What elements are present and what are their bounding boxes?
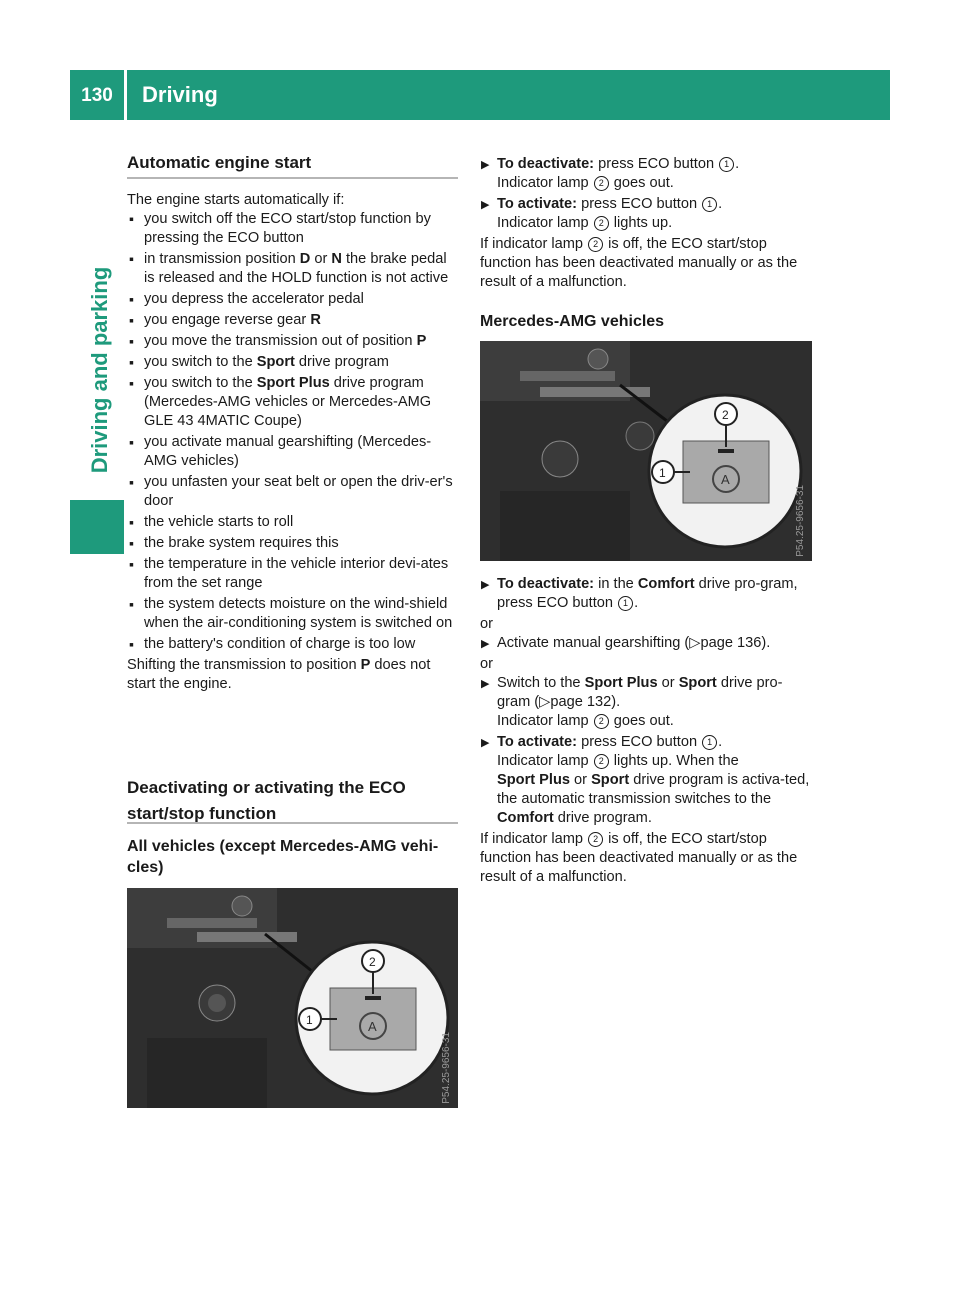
condition-item: ■ you switch to the Sport drive program — [127, 353, 458, 372]
step-arrow-icon: ▶ — [481, 159, 490, 171]
section-title: Driving — [142, 82, 218, 107]
callout-1: 1 — [306, 1013, 313, 1027]
amg-step-deactivate: ▶ To deactivate: in the Comfort drive pro-gram, press ECO button 1 . — [481, 576, 798, 611]
condition-item: ■ you engage reverse gear R — [127, 311, 458, 330]
step-deactivate: ▶ To deactivate: press ECO button 1 . Indicator lamp 2 goes out. — [481, 156, 740, 191]
intro-text: The engine starts automatically if: — [127, 192, 345, 208]
condition-item: ■ you switch off the ECO start/stop function by pressing the ECO button — [127, 210, 458, 248]
heading-rule — [127, 177, 458, 179]
condition-item: ■ in transmission position D or N the brake pedal is released and the HOLD function is not active — [127, 250, 458, 288]
heading-all-vehicles: All vehicles (except Mercedes-AMG vehi- cles) — [127, 838, 439, 876]
amg-step-switch: ▶ Switch to the Sport Plus or Sport drive pro-gram (▷page 132). Indicator lamp 2 goes out. — [481, 675, 783, 729]
heading-rule-2 — [127, 822, 458, 824]
amg-image-code: P54.25-9656-31 — [795, 485, 806, 557]
heading-automatic-engine-start: Automatic engine start — [127, 153, 312, 172]
amg-step-manual: ▶ Activate manual gearshifting (▷page 136). — [480, 634, 812, 653]
off-note: If indicator lamp 2 is off, the ECO start/stop function has been deactivated manually or as the result of a malfunction. — [480, 236, 798, 290]
side-tab-label: Driving and parking — [87, 266, 112, 474]
step-arrow-icon: ▶ — [481, 737, 490, 749]
heading-deactivating-eco: Deactivating or activating the ECO start/stop function — [127, 778, 406, 823]
heading-amg-vehicles: Mercedes-AMG vehicles — [480, 313, 665, 330]
condition-item: ■ the battery's condition of charge is too low — [127, 635, 458, 654]
step-arrow-icon: ▶ — [481, 678, 490, 690]
side-tab-marker — [70, 500, 124, 554]
eco-button-photo — [127, 888, 458, 1108]
condition-list — [127, 210, 458, 654]
or-separator: or — [480, 616, 493, 632]
step-arrow-icon: ▶ — [481, 199, 490, 211]
amg-eco-button-illustration — [480, 341, 812, 561]
condition-item: ■ the vehicle starts to roll — [127, 513, 458, 532]
condition-item: ■ the system detects moisture on the wind-shield when the air-conditioning system is switched on — [127, 595, 458, 633]
page-number: 130 — [81, 85, 113, 106]
condition-item: ■ you depress the accelerator pedal — [127, 290, 458, 309]
callout-1: 1 — [659, 466, 666, 480]
image-code: P54.25-9656-31 — [441, 1032, 452, 1104]
amg-step-activate: ▶ To activate: press ECO button 1 . Indicator lamp 2 lights up. When the Sport Plus or Sport drive program is activa-ted, the automatic transmission switches to the Comfort drive program. — [481, 734, 810, 826]
step-arrow-icon: ▶ — [481, 579, 490, 591]
side-tab — [86, 250, 114, 490]
condition-item: ■ the brake system requires this — [127, 534, 458, 553]
callout-2: 2 — [369, 955, 376, 969]
callout-2: 2 — [722, 408, 729, 422]
or-separator: or — [480, 656, 493, 672]
condition-item: ■ the temperature in the vehicle interior devi-ates from the set range — [127, 555, 458, 593]
step-activate: ▶ To activate: press ECO button 1 . Indicator lamp 2 lights up. — [481, 196, 723, 231]
cross-ref-icon: ▷ — [539, 694, 551, 710]
step-arrow-icon: ▶ — [481, 638, 490, 650]
condition-item: ■ you unfasten your seat belt or open the driv-er's door — [127, 473, 458, 511]
header-divider — [124, 70, 127, 120]
amg-eco-button-photo — [480, 341, 812, 561]
cross-ref-icon: ▷ — [689, 635, 701, 651]
condition-item: ■ you switch to the Sport Plus drive program (Mercedes-AMG vehicles or Mercedes-AMG GLE 43 4MATIC Coupe) — [127, 374, 458, 431]
eco-button-illustration — [127, 888, 458, 1108]
condition-item: ■ you activate manual gearshifting (Mercedes-AMG vehicles) — [127, 433, 458, 471]
condition-item: ■ you move the transmission out of position P — [127, 332, 458, 351]
auto-symbol: A — [721, 472, 730, 487]
amg-off-note: If indicator lamp 2 is off, the ECO start/stop function has been deactivated manually or as the result of a malfunction. — [480, 831, 798, 885]
shift-note: Shifting the transmission to position P does not start the engine. — [127, 657, 431, 692]
auto-symbol: A — [368, 1019, 377, 1034]
